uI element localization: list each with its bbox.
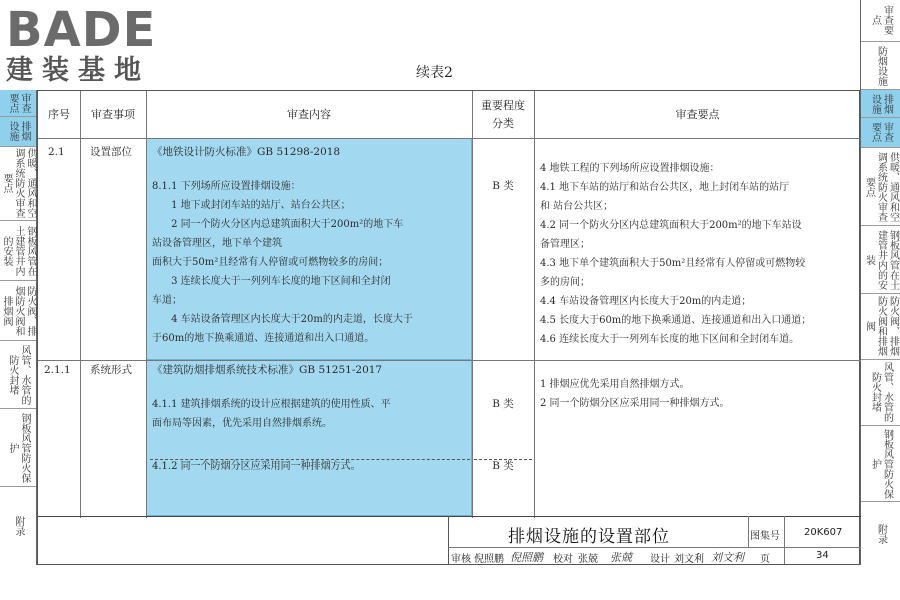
logo-brand-text: BADE <box>6 2 157 58</box>
right-tab-1[interactable] <box>861 42 900 90</box>
row-divider <box>38 138 861 139</box>
row1-seq: 2.1 <box>48 146 65 158</box>
left-tab-4[interactable] <box>0 281 36 341</box>
row2-item: 系统形式 <box>90 364 132 376</box>
row1-points: 4 地铁工程的下列场所应设置排烟设施： 4.1 地下车站的站厅和站台公共区，地上封闭车站的站厅 和 站台公共区； 4.2 同一个防火分区内总建筑面积大于200m²的地下车站设 备管理区； 4.3 地下单个建筑面积大于50m²且经常有人停留或可燃物较 多的房间； 4.4 车站设备管理区内长度大于20m的内走道； 4.5 长度大于60m的地下换乘通道、连接通道和出入口通道； 4.6 连续长度大于一列列车长度的地下区间和全封闭车道。 <box>540 163 812 345</box>
title-block-divider <box>448 547 861 548</box>
check-label: 校对 <box>553 554 573 565</box>
left-tab-3[interactable] <box>0 221 36 281</box>
row-divider <box>38 516 861 517</box>
row2-seq: 2.1.1 <box>44 364 71 376</box>
atlas-label: 图集号 <box>750 531 780 542</box>
page-label: 页 <box>760 554 770 565</box>
reviewer-name: 倪照鹏 <box>474 554 504 565</box>
left-tab-label: 附录 <box>13 516 24 536</box>
reviewer-signature: 倪照鹏 <box>510 551 543 564</box>
header-seq: 序号 <box>48 108 70 121</box>
left-tab-label: 防火阀、排烟防火阀和排烟阀 <box>1 285 36 336</box>
right-tab-label: 排烟设施 <box>869 93 893 114</box>
designer-signature: 刘文利 <box>711 551 744 564</box>
left-tab-5[interactable] <box>0 341 36 409</box>
row1-item: 设置部位 <box>90 146 132 158</box>
right-tab-9[interactable] <box>861 502 900 565</box>
col-divider <box>472 91 473 518</box>
left-tab-6[interactable] <box>0 409 36 487</box>
left-index-tabs <box>0 90 37 565</box>
designer-name: 刘文利 <box>674 554 704 565</box>
title-block-divider <box>748 516 749 547</box>
row2-importance-2: B 类 <box>492 460 514 472</box>
right-tab-label: 钢板风管在土建管井内的安装 <box>863 229 899 290</box>
left-tab-label: 供暖、通风和空调系统防火审查要点 <box>1 148 36 219</box>
review-label: 审核 <box>451 554 471 565</box>
brand-logo <box>6 2 178 86</box>
row1-importance: B 类 <box>492 180 514 192</box>
row2-points: 1 排烟应优先采用自然排烟方式。 2 同一个防烟分区应采用同一种排烟方式。 <box>540 379 730 409</box>
logo-cn-text: 建装基地 <box>6 55 150 86</box>
row2-clause-2: 4.1.2 同一个防烟分区应采用同一种排烟方式。 <box>152 461 361 472</box>
left-tab-label: 审查要点 <box>7 92 30 113</box>
right-tab-label: 审查要点 <box>869 5 893 36</box>
header-item: 审查事项 <box>91 108 135 121</box>
review-table <box>37 90 860 565</box>
left-tab-1[interactable] <box>0 117 36 147</box>
right-tab-2[interactable] <box>861 90 900 118</box>
col-divider <box>534 91 535 518</box>
row1-clauses: 8.1.1 下列场所应设置排烟设施： 1 地下或封闭车站的站厅、站台公共区； 2 同一个防火分区内总建筑面积大于200m²的地下车 站设备管理区，地下单个建筑 面积大于50m²且经常有人停留或可燃物较多的房间； 3 连续长度大于一列列车长度的地下区间和全封闭 车道； 4 车站设备管理区内长度大于20m的内走道，长度大于 于60m的地下换乘通道、连接通道和出入口通道。 <box>152 181 413 344</box>
right-index-tabs <box>860 0 900 565</box>
right-tab-5[interactable] <box>861 226 900 294</box>
right-tab-label: 附录 <box>875 523 887 544</box>
left-tab-label: 钢板风管防火保护 <box>7 412 30 483</box>
checker-name: 张兢 <box>578 554 598 565</box>
header-points: 审查要点 <box>675 108 720 121</box>
left-tab-0[interactable] <box>0 90 36 117</box>
table-caption: 续表2 <box>416 65 453 81</box>
page-number: 34 <box>816 550 829 561</box>
row2-importance-1: B 类 <box>492 398 514 410</box>
right-tab-7[interactable] <box>861 360 900 426</box>
design-label: 设计 <box>650 554 670 565</box>
header-importance-2: 分类 <box>492 117 514 130</box>
drawing-title: 排烟设施的设置部位 <box>508 527 670 547</box>
checker-signature: 张兢 <box>610 551 632 564</box>
content-highlight-2 <box>146 360 472 516</box>
right-tab-label: 防烟设施 <box>875 45 887 86</box>
col-divider <box>146 91 147 518</box>
left-tab-label: 钢板风管在土建管井内的安装 <box>1 225 36 276</box>
right-tab-4[interactable] <box>861 148 900 226</box>
right-tab-label: 审查要点 <box>869 122 893 143</box>
col-divider <box>80 91 81 518</box>
title-block-divider <box>784 516 785 564</box>
left-tab-label: 风管、水管的防火封堵 <box>7 344 30 405</box>
right-tab-0[interactable] <box>861 0 900 42</box>
right-tab-label: 供暖、通风和空调系统防火审查要点 <box>863 151 899 222</box>
title-block-divider <box>448 516 449 564</box>
header-content: 审查内容 <box>287 108 331 121</box>
left-tab-2[interactable] <box>0 147 36 221</box>
right-tab-8[interactable] <box>861 426 900 502</box>
right-tab-label: 风管、水管的防火封堵 <box>869 362 893 423</box>
right-tab-3[interactable] <box>861 118 900 148</box>
row2-clause-1: 4.1.1 建筑排烟系统的设计应根据建筑的使用性质、平 面布局等因素，优先采用自然排烟系统。 <box>152 399 391 429</box>
header-importance-1: 重要程度 <box>481 99 525 112</box>
right-tab-label: 防火阀、排烟防火阀和排烟阀 <box>863 296 899 357</box>
right-tab-6[interactable] <box>861 294 900 360</box>
row1-standard: 《地铁设计防火标准》GB 51298-2018 <box>152 146 341 158</box>
row2-standard: 《建筑防烟排烟系统技术标准》GB 51251-2017 <box>152 364 383 376</box>
atlas-number: 20K607 <box>804 527 843 538</box>
left-tab-label: 排烟设施 <box>7 121 30 142</box>
left-tab-7[interactable] <box>0 487 36 565</box>
right-tab-label: 钢板风管防火保护 <box>869 428 893 499</box>
